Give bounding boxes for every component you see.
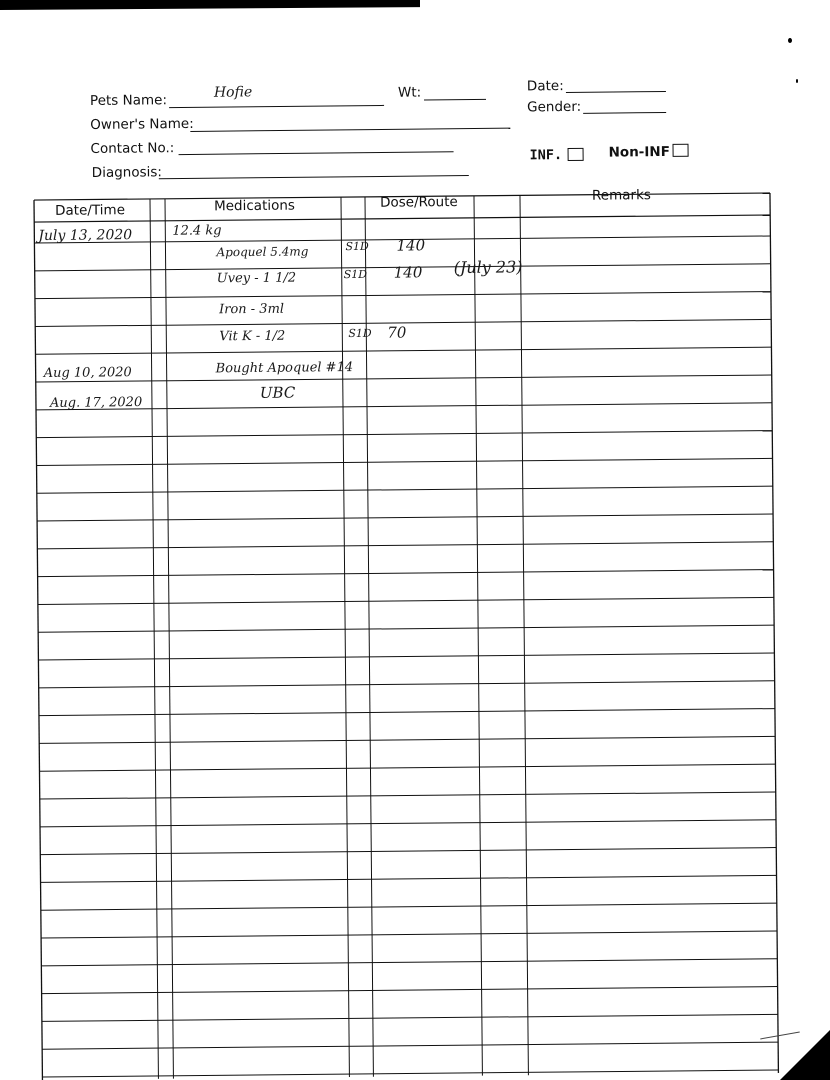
header-dose-route: Dose/Route — [379, 193, 458, 211]
table-row-rule — [41, 959, 777, 966]
table-row-rule — [35, 347, 771, 354]
table-row-rule — [40, 820, 776, 827]
table-row-rule — [37, 514, 773, 521]
table-row-rule — [39, 764, 775, 771]
date-label: Date: — [526, 78, 564, 95]
entry-medication[interactable]: Apoquel 5.4mg — [216, 244, 309, 260]
table-row-rule — [42, 1042, 778, 1049]
entry-dose[interactable]: 70 — [387, 323, 407, 342]
column-rule — [165, 199, 173, 1079]
wt-label: Wt: — [397, 84, 422, 101]
table-row-rule — [37, 486, 773, 493]
table-row-rule — [36, 431, 772, 438]
table-row-rule — [38, 625, 774, 632]
column-rule — [520, 195, 528, 1075]
entry-medication[interactable]: Bought Apoquel #14 — [215, 360, 354, 377]
entry-dose[interactable]: 140 — [396, 236, 426, 255]
table-row-rule — [38, 570, 774, 577]
entry-dose[interactable]: 140 — [393, 263, 423, 282]
non-inf-label: Non-INF — [608, 143, 671, 161]
entry-medication[interactable]: Vit K - 1/2 — [219, 328, 286, 345]
table-row-rule — [39, 709, 775, 716]
table-row-rule — [39, 681, 775, 688]
header-underline — [34, 215, 770, 222]
contact-no-label: Contact No.: — [90, 140, 175, 157]
table-row-rule — [36, 375, 772, 382]
table-row-rule — [35, 292, 771, 299]
pets-name-label: Pets Name: — [89, 92, 168, 109]
entry-date[interactable]: Aug 10, 2020 — [43, 365, 132, 381]
table-row-rule — [40, 792, 776, 799]
entry-medication[interactable]: Uvey - 1 1/2 — [216, 270, 297, 287]
table-row-rule — [41, 903, 777, 910]
entry-frequency[interactable]: S1D — [343, 267, 368, 282]
table-row-rule — [38, 653, 774, 660]
table-left-border — [34, 200, 42, 1080]
column-rule — [474, 196, 482, 1076]
entry-remark[interactable]: (July 23) — [453, 257, 523, 278]
table-row-rule — [40, 848, 776, 855]
table-row-rule — [42, 1014, 778, 1021]
table-row-rule — [37, 458, 773, 465]
entry-frequency[interactable]: S1D — [348, 326, 372, 341]
table-row-rule — [36, 403, 772, 410]
pets-name-value[interactable]: Hofie — [213, 84, 253, 101]
table-row-rule — [41, 875, 777, 882]
table-row-rule — [41, 931, 777, 938]
table-row-rule — [39, 736, 775, 743]
table-right-border — [770, 193, 778, 1073]
entry-date[interactable]: July 13, 2020 — [38, 227, 133, 245]
entry-date[interactable]: Aug. 17, 2020 — [49, 395, 143, 411]
entry-medication[interactable]: Iron - 3ml — [218, 301, 285, 318]
entry-frequency[interactable]: S1D — [345, 239, 369, 254]
table-row-rule — [38, 597, 774, 604]
table-row-rule — [42, 1070, 778, 1077]
table-row-rule — [42, 987, 778, 994]
diagnosis-label: Diagnosis: — [91, 164, 163, 181]
entry-medication[interactable]: 12.4 kg — [172, 223, 222, 239]
entry-medication[interactable]: UBC — [259, 383, 296, 402]
column-rule — [150, 199, 158, 1079]
header-medications: Medications — [213, 197, 296, 215]
header-remarks: Remarks — [591, 187, 651, 204]
inf-label: INF. — [529, 147, 563, 164]
table-row-rule — [37, 542, 773, 549]
scan-corner — [780, 1030, 830, 1080]
header-datetime: Date/Time — [55, 202, 126, 219]
owner-name-label: Owner's Name: — [90, 115, 194, 133]
gender-label: Gender: — [527, 98, 582, 116]
